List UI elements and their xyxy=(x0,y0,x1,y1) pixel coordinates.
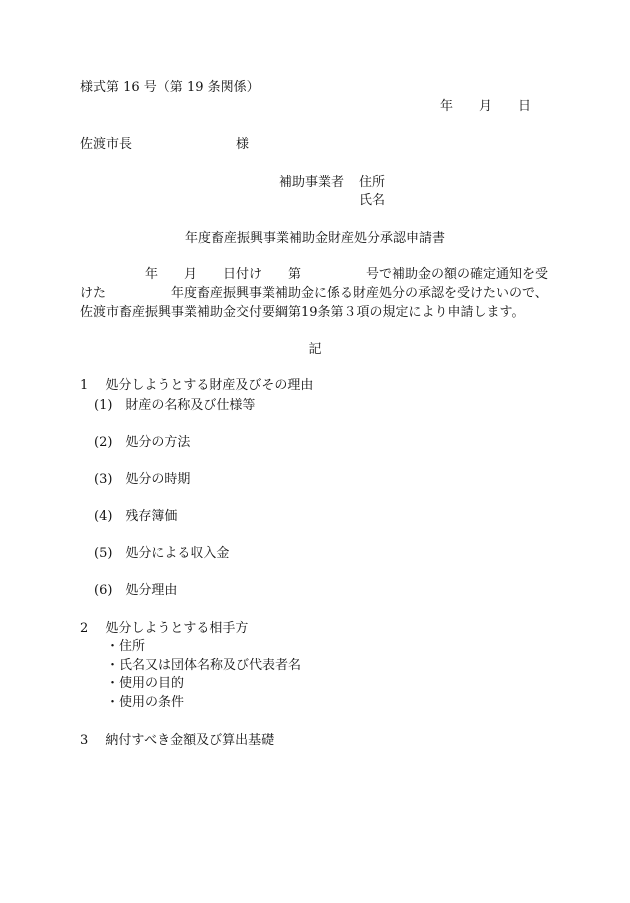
section-1-item: (1) 財産の名称及び仕様等 xyxy=(94,398,256,413)
section-2-bullet: ・使用の目的 xyxy=(106,676,185,691)
section-3-heading: 3 納付すべき金額及び算出基礎 xyxy=(80,733,275,748)
applicant-role-label: 補助事業者 xyxy=(279,175,345,190)
section-2-bullet: ・住所 xyxy=(106,639,146,654)
section-1-heading: 1 処分しようとする財産及びその理由 xyxy=(80,378,314,393)
ki-heading: 記 xyxy=(308,342,322,357)
section-1-item: (6) 処分理由 xyxy=(94,583,178,598)
section-1-item: (3) 処分の時期 xyxy=(94,472,191,487)
section-2-heading: 2 処分しようとする相手方 xyxy=(80,621,249,636)
section-2-bullet: ・氏名又は団体名称及び代表者名 xyxy=(106,658,302,673)
date-line: 年 月 日 xyxy=(440,99,532,114)
section-2-bullet: ・使用の条件 xyxy=(106,695,185,710)
addressee: 佐渡市長 様 xyxy=(80,137,250,152)
body-line-1: 年 月 日付け 第 号で補助金の額の確定通知を受 xyxy=(80,267,549,282)
section-1-item: (5) 処分による収入金 xyxy=(94,546,230,561)
document-title: 年度畜産振興事業補助金財産処分承認申請書 xyxy=(184,231,445,246)
section-1-item: (2) 処分の方法 xyxy=(94,435,191,450)
applicant-address-label: 住所 xyxy=(359,175,386,190)
body-line-2: けた 年度畜産振興事業補助金に係る財産処分の承認を受けたいので、 xyxy=(80,286,548,301)
form-number: 様式第 16 号（第 19 条関係） xyxy=(80,80,260,95)
body-line-3: 佐渡市畜産振興事業補助金交付要綱第19条第３項の規定により申請します。 xyxy=(80,305,525,320)
section-1-item: (4) 残存簿価 xyxy=(94,509,178,524)
applicant-name-label: 氏名 xyxy=(359,193,386,208)
